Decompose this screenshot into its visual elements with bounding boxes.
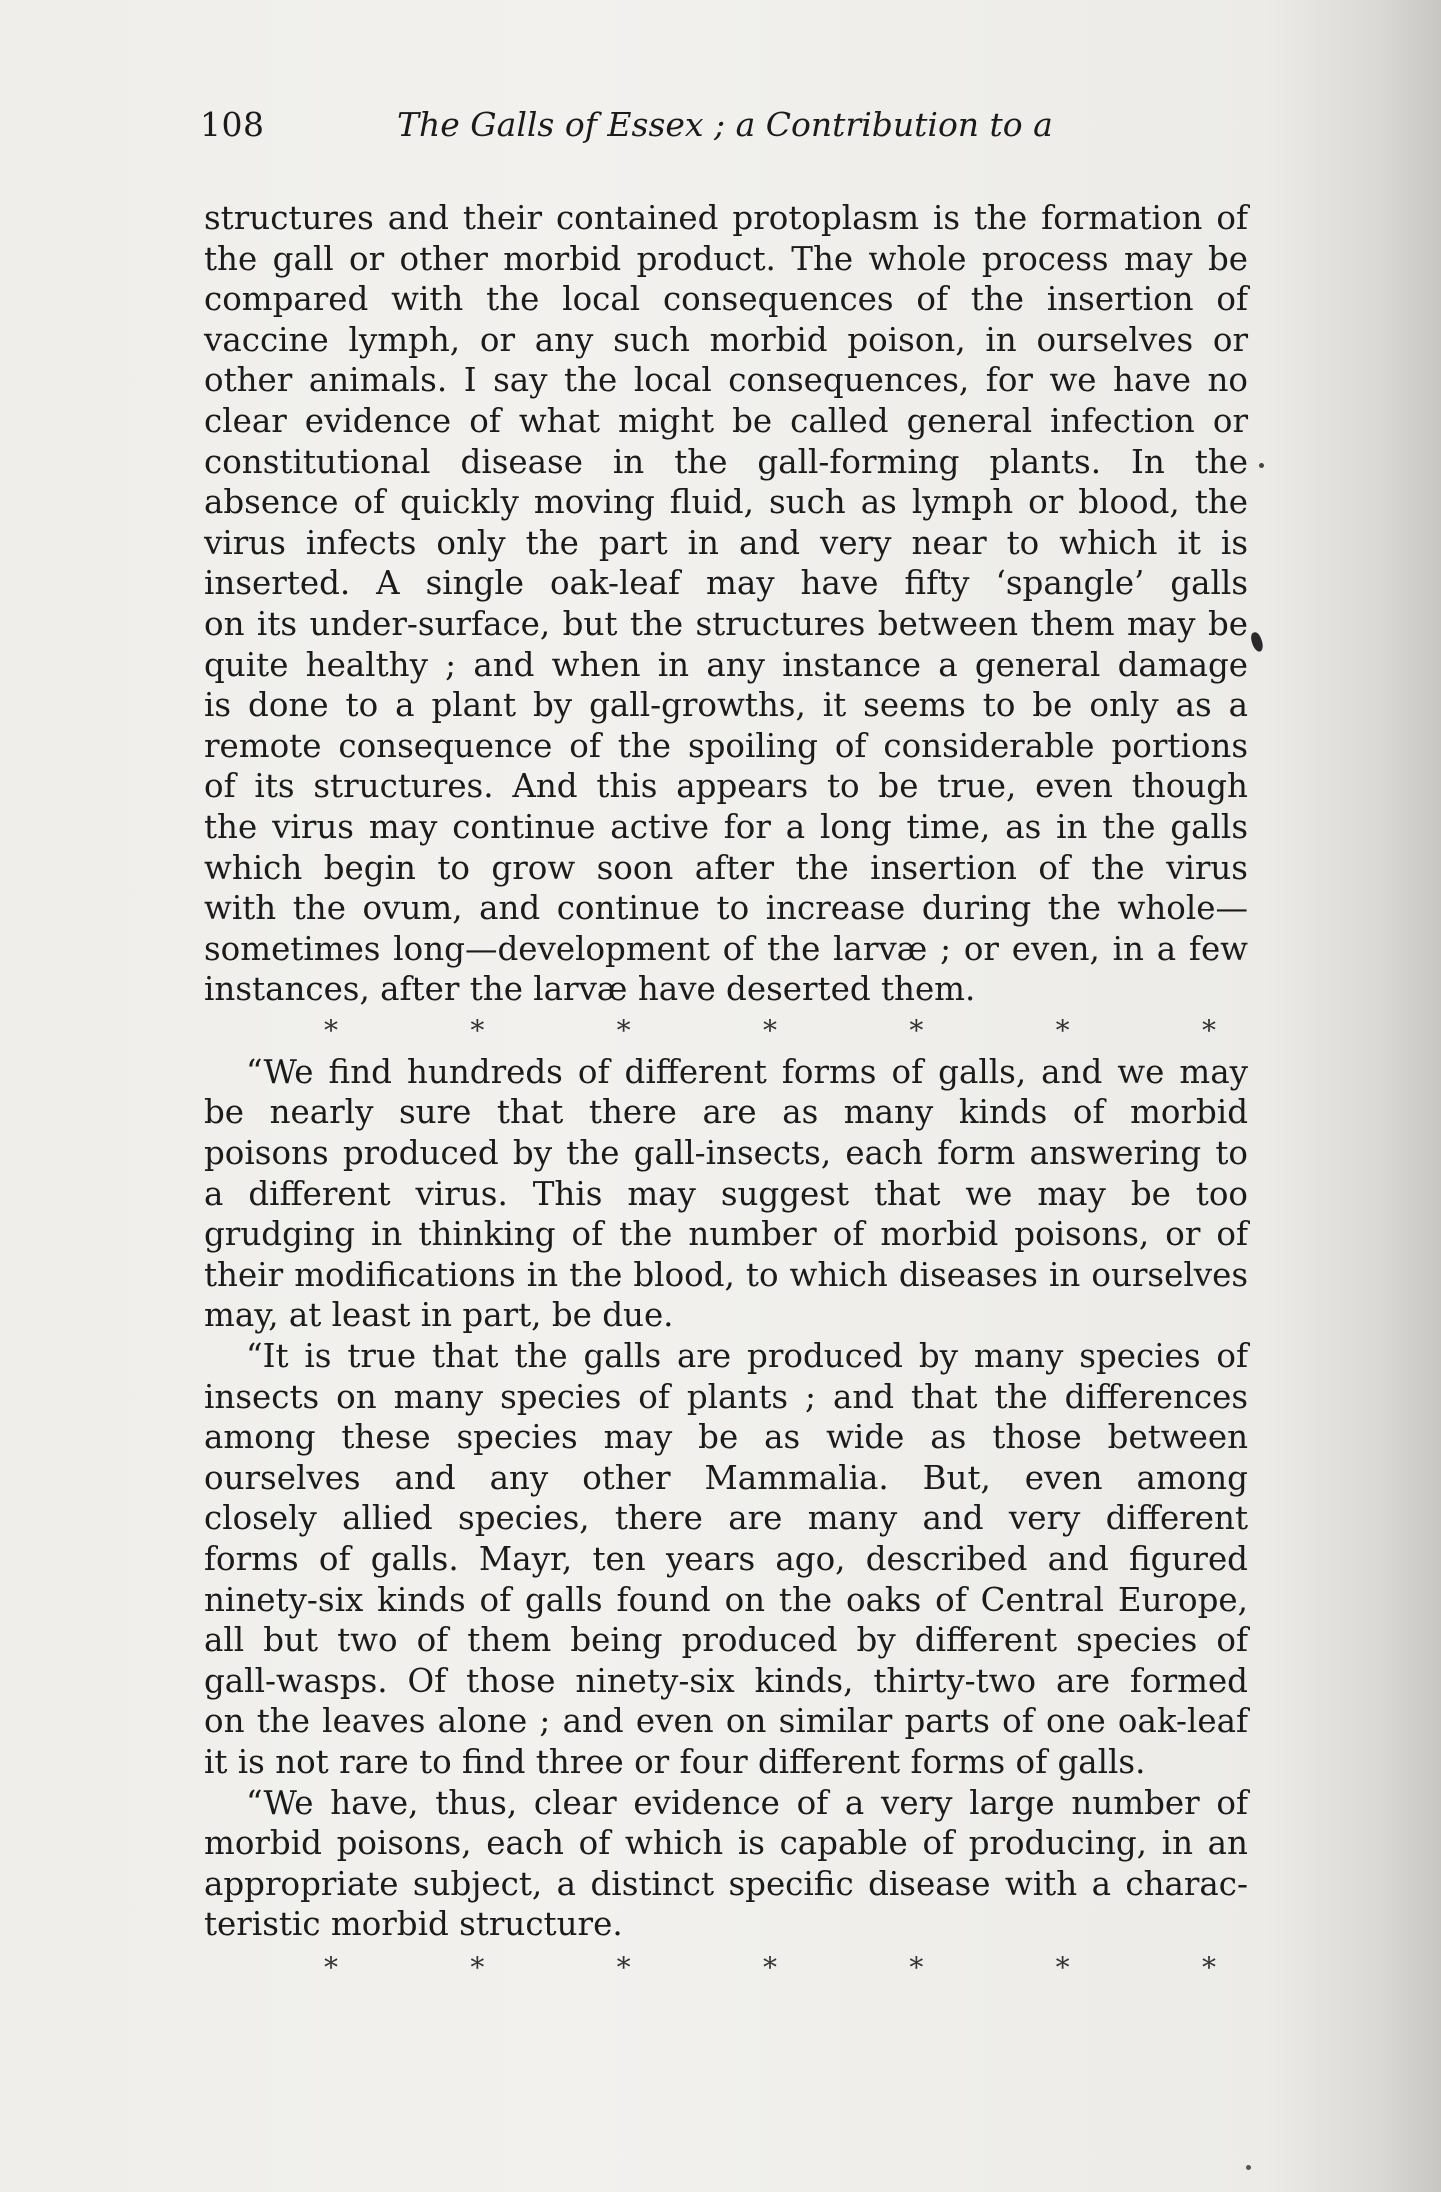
- text-line: the gall or other morbid product. The whole process may be: [204, 239, 1248, 278]
- text-line: of its structures. And this appears to be true, even though: [204, 767, 1248, 806]
- asterisk: *: [470, 1950, 485, 1984]
- text-line: be nearly sure that there are as many kinds of morbid: [204, 1093, 1248, 1132]
- paragraph-3: [204, 1336, 1248, 1783]
- text-line: a different virus. This may suggest that we may be too: [204, 1174, 1248, 1213]
- page-header: [200, 105, 1250, 155]
- paragraph-4: [204, 1783, 1248, 1945]
- running-head: The Galls of Essex ; a Contribution to a: [397, 105, 1053, 144]
- text-line: all but two of them being produced by different species of: [204, 1621, 1248, 1660]
- text-line: “It is true that the galls are produced by many species of: [246, 1337, 1248, 1376]
- text-line: “We have, thus, clear evidence of a very large number of: [246, 1783, 1248, 1822]
- ink-blot: [1250, 631, 1265, 653]
- text-line: structures and their contained protoplasm is the formation of: [204, 199, 1248, 237]
- text-line: morbid poisons, each of which is capable of producing, in an: [204, 1824, 1248, 1863]
- text-line: closely allied species, there are many and very different: [204, 1499, 1248, 1538]
- text-line: teristic morbid structure.: [204, 1905, 623, 1944]
- text-line: ninety-six kinds of galls found on the oaks of Central Europe,: [204, 1580, 1248, 1619]
- text-line: on its under-surface, but the structures between them may be: [204, 604, 1248, 643]
- text-line: the virus may continue active for a long time, as in the galls: [204, 807, 1248, 846]
- text-line: compared with the local consequences of the insertion of: [204, 280, 1248, 319]
- text-line: vaccine lymph, or any such morbid poison, in ourselves or: [204, 320, 1248, 359]
- ink-speck: [1259, 463, 1264, 468]
- page-number: 108: [200, 105, 265, 144]
- asterisk: *: [1201, 1013, 1216, 1047]
- asterisk: *: [1055, 1950, 1070, 1984]
- paragraph-2: [204, 1052, 1248, 1336]
- asterisk: *: [762, 1950, 777, 1984]
- asterisk: *: [909, 1950, 924, 1984]
- text-line: on the leaves alone ; and even on similar parts of one oak-leaf: [204, 1702, 1248, 1741]
- asterisk: *: [616, 1013, 631, 1047]
- asterisk: *: [470, 1013, 485, 1047]
- text-line: forms of galls. Mayr, ten years ago, described and figured: [204, 1540, 1248, 1578]
- text-line: grudging in thinking of the number of morbid poisons, or of: [204, 1215, 1248, 1254]
- text-line: instances, after the larvæ have deserted them.: [204, 970, 976, 1009]
- text-line: sometimes long—development of the larvæ ; or even, in a few: [204, 929, 1248, 968]
- asterisk: *: [324, 1013, 338, 1047]
- text-line: “We find hundreds of different forms of galls, and we may: [246, 1052, 1248, 1091]
- text-line: it is not rare to find three or four different forms of galls.: [204, 1742, 1146, 1781]
- text-line: ourselves and any other Mammalia. But, even among: [204, 1458, 1248, 1497]
- text-line: quite healthy ; and when in any instance a general damage: [204, 645, 1248, 684]
- text-line: other animals. I say the local consequences, for we have no: [204, 361, 1248, 400]
- text-line: absence of quickly moving fluid, such as lymph or blood, the: [204, 483, 1248, 522]
- asterism-divider: [204, 1010, 1248, 1052]
- text-line: which begin to grow soon after the insertion of the virus: [204, 848, 1248, 887]
- text-line: virus infects only the part in and very near to which it is: [204, 523, 1248, 562]
- asterisk: *: [762, 1013, 777, 1047]
- text-line: their modifications in the blood, to which diseases in ourselves: [204, 1255, 1248, 1294]
- text-line: remote consequence of the spoiling of considerable portions: [204, 726, 1248, 765]
- text-line: poisons produced by the gall-insects, each form answering to: [204, 1134, 1248, 1173]
- asterisk: *: [616, 1950, 631, 1984]
- text-line: inserted. A single oak-leaf may have fifty ‘spangle’ galls: [204, 564, 1248, 603]
- asterisk: *: [1201, 1950, 1216, 1984]
- text-line: with the ovum, and continue to increase during the whole—: [204, 889, 1248, 928]
- text-line: appropriate subject, a distinct specific disease with a charac-: [204, 1864, 1248, 1903]
- body-text: [204, 198, 1248, 1991]
- asterisk: *: [1055, 1013, 1070, 1047]
- asterisk: *: [909, 1013, 924, 1047]
- ink-speck: [1246, 2165, 1251, 2170]
- text-line: among these species may be as wide as those between: [204, 1418, 1248, 1457]
- text-line: constitutional disease in the gall-forming plants. In the: [204, 442, 1248, 481]
- paragraph-1: [204, 198, 1248, 1010]
- text-line: gall-wasps. Of those ninety-six kinds, thirty-two are formed: [204, 1661, 1248, 1700]
- text-line: may, at least in part, be due.: [204, 1296, 674, 1335]
- text-line: clear evidence of what might be called general infection or: [204, 401, 1248, 440]
- text-line: is done to a plant by gall-growths, it seems to be only as a: [204, 686, 1248, 725]
- text-line: insects on many species of plants ; and that the differences: [204, 1377, 1248, 1416]
- asterisk: *: [324, 1950, 338, 1984]
- asterism-divider: [204, 1945, 1248, 1991]
